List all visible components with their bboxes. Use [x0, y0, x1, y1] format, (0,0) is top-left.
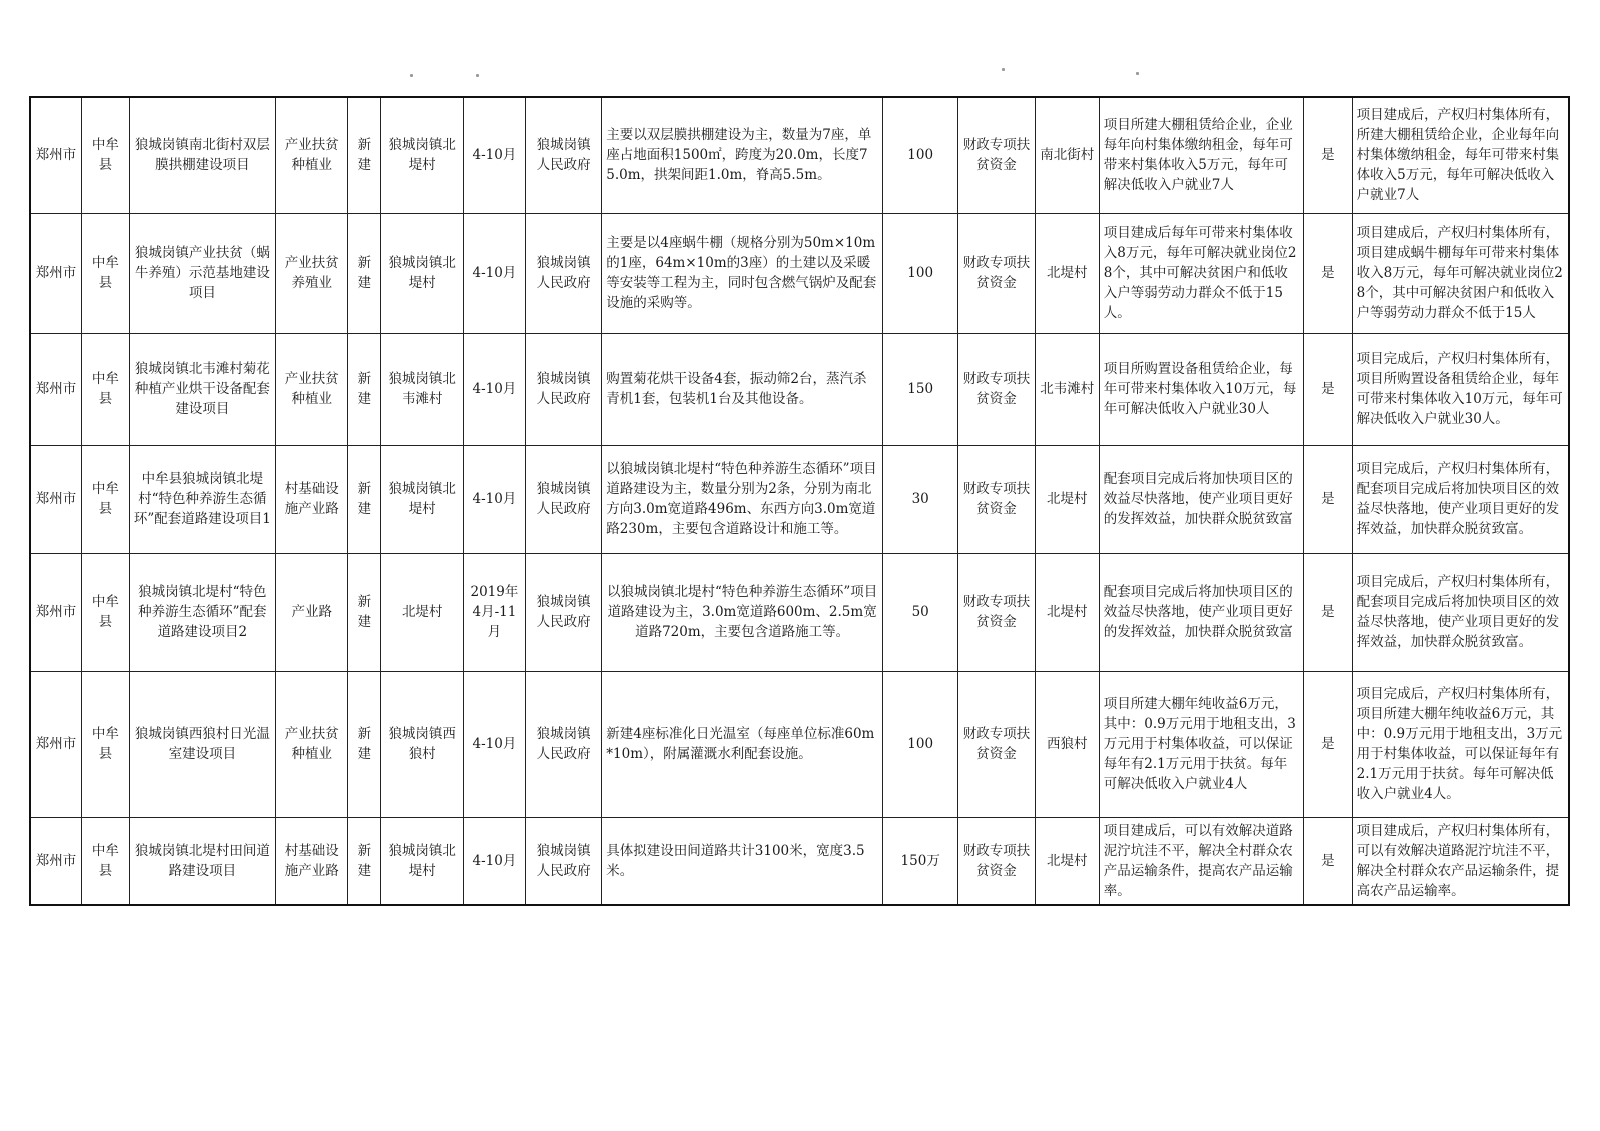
property-note-cell: 项目建成后，产权归村集体所有，项目建成蜗牛棚每年可带来村集体收入8万元，每年可解决就业岗位28个，其中可解决贫困户和低收入户等弱劳动力群众不低于15人	[1352, 213, 1569, 333]
county-cell: 中牟县	[82, 671, 129, 817]
table-row	[30, 445, 1569, 553]
beneficiary-village-cell: 西狼村	[1035, 671, 1099, 817]
category-cell: 产业扶贫种植业	[276, 333, 348, 445]
flag-cell: 是	[1304, 445, 1353, 553]
fund-source-cell: 财政专项扶贫资金	[958, 553, 1035, 671]
project-table	[29, 96, 1570, 906]
period-cell: 4-10月	[463, 671, 525, 817]
period-cell: 4-10月	[463, 445, 525, 553]
benefit-mechanism-cell: 项目建成后每年可带来村集体收入8万元，每年可解决就业岗位28个，其中可解决贫困户和低收入户等弱劳动力群众不低于15人。	[1099, 213, 1303, 333]
benefit-mechanism-cell: 项目所建大棚年纯收益6万元，其中：0.9万元用于地租支出，3万元用于村集体收益，可以保证每年有2.1万元用于扶贫。每年可解决低收入户就业4人	[1099, 671, 1303, 817]
city-cell: 郑州市	[30, 553, 82, 671]
content-cell: 以狼城岗镇北堤村“特色种养游生态循环”项目道路建设为主，3.0m宽道路600m、2.5m宽道路720m，主要包含道路施工等。	[602, 553, 883, 671]
property-note-cell: 项目建成后，产权归村集体所有，所建大棚租赁给企业，企业每年向村集体缴纳租金，每年可带来村集体收入5万元，每年可解决低收入户就业7人	[1352, 97, 1569, 213]
county-cell: 中牟县	[82, 553, 129, 671]
category-cell: 产业路	[276, 553, 348, 671]
responsible-cell: 狼城岗镇人民政府	[525, 671, 601, 817]
content-cell: 主要是以4座蜗牛棚（规格分别为50m×10m的1座，64m×10m的3座）的土建以及采暖等安装等工程为主，同时包含燃气锅炉及配套设施的采购等。	[602, 213, 883, 333]
benefit-mechanism-cell: 配套项目完成后将加快项目区的效益尽快落地，使产业项目更好的发挥效益，加快群众脱贫致富	[1099, 553, 1303, 671]
table-row	[30, 817, 1569, 905]
location-cell: 狼城岗镇北堤村	[381, 97, 464, 213]
county-cell: 中牟县	[82, 97, 129, 213]
project-name-cell: 中牟县狼城岗镇北堤村“特色种养游生态循环”配套道路建设项目1	[129, 445, 276, 553]
amount-cell: 30	[883, 445, 958, 553]
content-cell: 新建4座标准化日光温室（每座单位标准60m*10m），附属灌溉水利配套设施。	[602, 671, 883, 817]
county-cell: 中牟县	[82, 333, 129, 445]
responsible-cell: 狼城岗镇人民政府	[525, 333, 601, 445]
city-cell: 郑州市	[30, 445, 82, 553]
county-cell: 中牟县	[82, 817, 129, 905]
build-type-cell: 新建	[348, 671, 381, 817]
beneficiary-village-cell: 北堤村	[1035, 445, 1099, 553]
category-cell: 产业扶贫养殖业	[276, 213, 348, 333]
content-cell: 购置菊花烘干设备4套，振动筛2台，蒸汽杀青机1套，包装机1台及其他设备。	[602, 333, 883, 445]
responsible-cell: 狼城岗镇人民政府	[525, 213, 601, 333]
county-cell: 中牟县	[82, 445, 129, 553]
city-cell: 郑州市	[30, 97, 82, 213]
content-cell: 主要以双层膜拱棚建设为主，数量为7座，单座占地面积1500㎡，跨度为20.0m，长度75.0m，拱架间距1.0m，脊高5.5m。	[602, 97, 883, 213]
category-cell: 产业扶贫种植业	[276, 671, 348, 817]
amount-cell: 50	[883, 553, 958, 671]
scan-speck	[410, 74, 413, 77]
beneficiary-village-cell: 北堤村	[1035, 817, 1099, 905]
scan-speck	[476, 74, 479, 77]
scan-speck	[1136, 72, 1139, 75]
benefit-mechanism-cell: 配套项目完成后将加快项目区的效益尽快落地，使产业项目更好的发挥效益，加快群众脱贫致富	[1099, 445, 1303, 553]
location-cell: 狼城岗镇北堤村	[381, 445, 464, 553]
location-cell: 狼城岗镇西狼村	[381, 671, 464, 817]
project-name-cell: 狼城岗镇北堤村“特色种养游生态循环”配套道路建设项目2	[129, 553, 276, 671]
location-cell: 狼城岗镇北堤村	[381, 213, 464, 333]
content-cell: 具体拟建设田间道路共计3100米，宽度3.5米。	[602, 817, 883, 905]
flag-cell: 是	[1304, 553, 1353, 671]
category-cell: 村基础设施产业路	[276, 445, 348, 553]
table-row	[30, 671, 1569, 817]
property-note-cell: 项目完成后，产权归村集体所有，配套项目完成后将加快项目区的效益尽快落地，使产业项目更好的发挥效益，加快群众脱贫致富。	[1352, 445, 1569, 553]
build-type-cell: 新建	[348, 817, 381, 905]
build-type-cell: 新建	[348, 333, 381, 445]
fund-source-cell: 财政专项扶贫资金	[958, 333, 1035, 445]
project-name-cell: 狼城岗镇产业扶贫（蜗牛养殖）示范基地建设项目	[129, 213, 276, 333]
amount-cell: 100	[883, 97, 958, 213]
build-type-cell: 新建	[348, 97, 381, 213]
table-row	[30, 213, 1569, 333]
build-type-cell: 新建	[348, 553, 381, 671]
project-name-cell: 狼城岗镇北堤村田间道路建设项目	[129, 817, 276, 905]
beneficiary-village-cell: 北堤村	[1035, 553, 1099, 671]
table-row	[30, 553, 1569, 671]
benefit-mechanism-cell: 项目建成后，可以有效解决道路泥泞坑洼不平，解决全村群众农产品运输条件，提高农产品运输率。	[1099, 817, 1303, 905]
responsible-cell: 狼城岗镇人民政府	[525, 817, 601, 905]
responsible-cell: 狼城岗镇人民政府	[525, 97, 601, 213]
fund-source-cell: 财政专项扶贫资金	[958, 817, 1035, 905]
flag-cell: 是	[1304, 817, 1353, 905]
beneficiary-village-cell: 南北街村	[1035, 97, 1099, 213]
table-body	[30, 97, 1569, 905]
amount-cell: 150万	[883, 817, 958, 905]
responsible-cell: 狼城岗镇人民政府	[525, 553, 601, 671]
benefit-mechanism-cell: 项目所建大棚租赁给企业，企业每年向村集体缴纳租金，每年可带来村集体收入5万元，每年可解决低收入户就业7人	[1099, 97, 1303, 213]
city-cell: 郑州市	[30, 213, 82, 333]
location-cell: 北堤村	[381, 553, 464, 671]
scan-speck	[1002, 68, 1005, 71]
content-cell: 以狼城岗镇北堤村“特色种养游生态循环”项目道路建设为主，数量分别为2条，分别为南北方向3.0m宽道路496m、东西方向3.0m宽道路230m，主要包含道路设计和施工等。	[602, 445, 883, 553]
category-cell: 村基础设施产业路	[276, 817, 348, 905]
project-name-cell: 狼城岗镇北韦滩村菊花种植产业烘干设备配套建设项目	[129, 333, 276, 445]
category-cell: 产业扶贫种植业	[276, 97, 348, 213]
location-cell: 狼城岗镇北韦滩村	[381, 333, 464, 445]
fund-source-cell: 财政专项扶贫资金	[958, 445, 1035, 553]
property-note-cell: 项目完成后，产权归村集体所有，项目所购置设备租赁给企业，每年可带来村集体收入10万元，每年可解决低收入户就业30人。	[1352, 333, 1569, 445]
amount-cell: 100	[883, 213, 958, 333]
beneficiary-village-cell: 北韦滩村	[1035, 333, 1099, 445]
build-type-cell: 新建	[348, 213, 381, 333]
flag-cell: 是	[1304, 213, 1353, 333]
fund-source-cell: 财政专项扶贫资金	[958, 97, 1035, 213]
city-cell: 郑州市	[30, 333, 82, 445]
period-cell: 4-10月	[463, 333, 525, 445]
fund-source-cell: 财政专项扶贫资金	[958, 213, 1035, 333]
amount-cell: 100	[883, 671, 958, 817]
period-cell: 2019年4月-11月	[463, 553, 525, 671]
fund-source-cell: 财政专项扶贫资金	[958, 671, 1035, 817]
project-name-cell: 狼城岗镇西狼村日光温室建设项目	[129, 671, 276, 817]
property-note-cell: 项目完成后，产权归村集体所有，配套项目完成后将加快项目区的效益尽快落地，使产业项目更好的发挥效益，加快群众脱贫致富。	[1352, 553, 1569, 671]
responsible-cell: 狼城岗镇人民政府	[525, 445, 601, 553]
flag-cell: 是	[1304, 671, 1353, 817]
project-name-cell: 狼城岗镇南北街村双层膜拱棚建设项目	[129, 97, 276, 213]
table-row	[30, 97, 1569, 213]
flag-cell: 是	[1304, 97, 1353, 213]
amount-cell: 150	[883, 333, 958, 445]
benefit-mechanism-cell: 项目所购置设备租赁给企业，每年可带来村集体收入10万元，每年可解决低收入户就业30人	[1099, 333, 1303, 445]
property-note-cell: 项目完成后，产权归村集体所有，项目所建大棚年纯收益6万元，其中：0.9万元用于地租支出，3万元用于村集体收益，可以保证每年有2.1万元用于扶贫。每年可解决低收入户就业4人。	[1352, 671, 1569, 817]
period-cell: 4-10月	[463, 97, 525, 213]
property-note-cell: 项目建成后，产权归村集体所有，可以有效解决道路泥泞坑洼不平，解决全村群众农产品运输条件，提高农产品运输率。	[1352, 817, 1569, 905]
city-cell: 郑州市	[30, 817, 82, 905]
flag-cell: 是	[1304, 333, 1353, 445]
beneficiary-village-cell: 北堤村	[1035, 213, 1099, 333]
period-cell: 4-10月	[463, 817, 525, 905]
location-cell: 狼城岗镇北堤村	[381, 817, 464, 905]
table-row	[30, 333, 1569, 445]
build-type-cell: 新建	[348, 445, 381, 553]
city-cell: 郑州市	[30, 671, 82, 817]
county-cell: 中牟县	[82, 213, 129, 333]
period-cell: 4-10月	[463, 213, 525, 333]
